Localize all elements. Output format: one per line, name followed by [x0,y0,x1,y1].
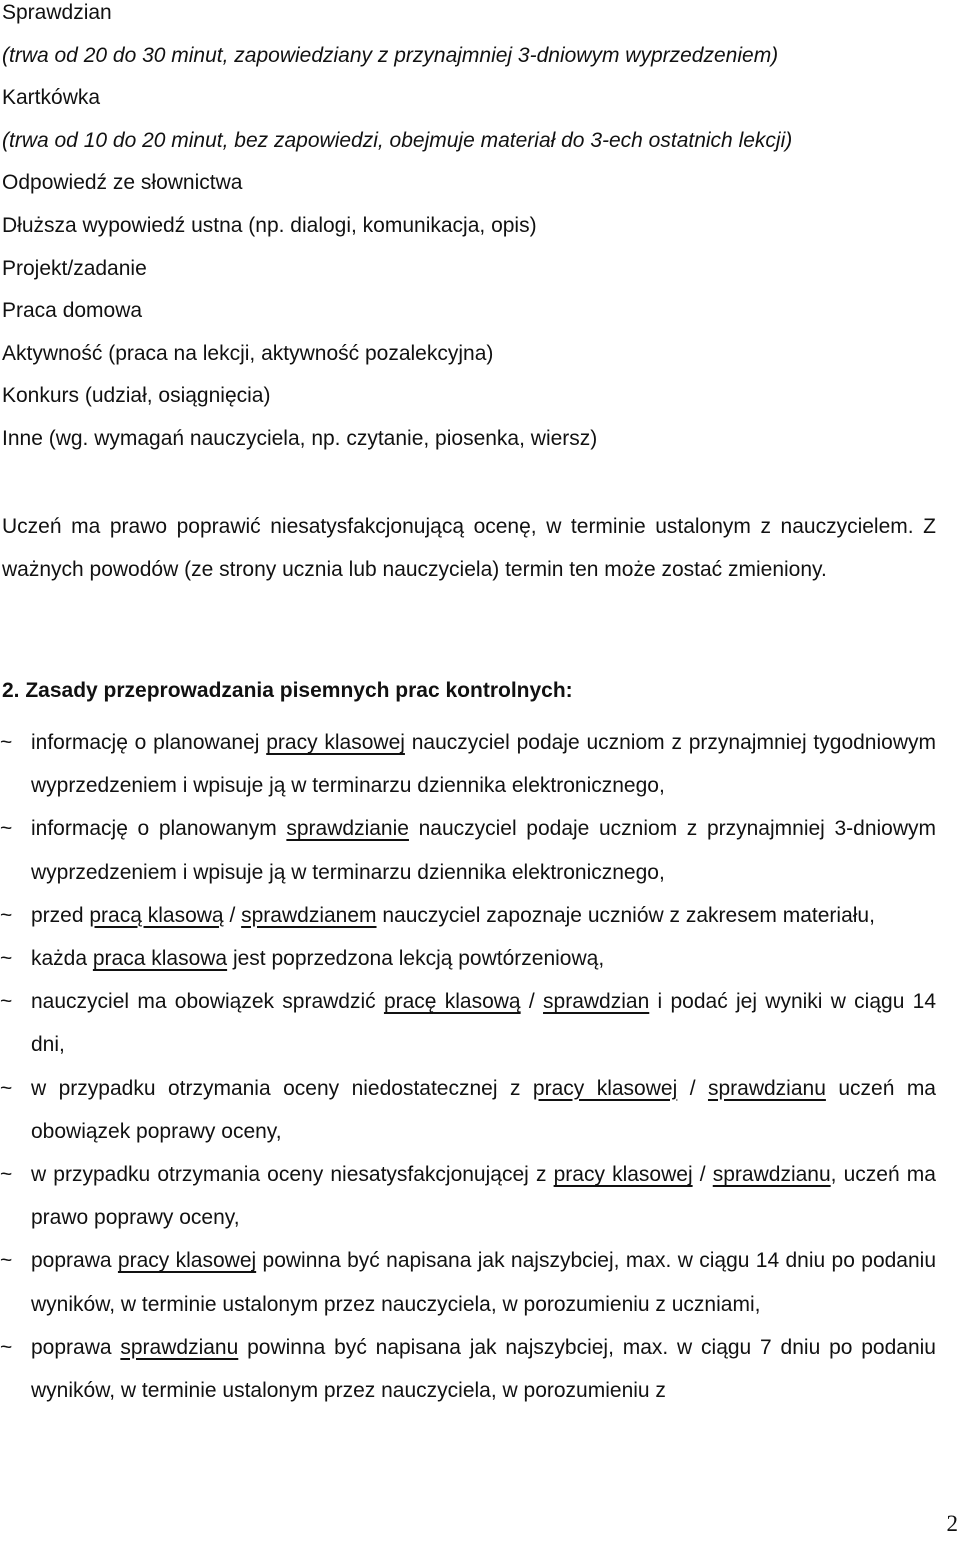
tilde-bullet-icon: ~ [0,1163,13,1187]
category-line: Odpowiedź ze słownictwa [2,171,243,195]
rule-term: sprawdzianu [120,1335,239,1359]
rule-text: w przypadku otrzymania oceny niedostatecznej z [31,1076,533,1100]
rule-text: jest poprzedzona lekcją powtórzeniową, [227,947,605,971]
rule-text: i podać jej wyniki w ciągu 14 dni, [31,990,937,1057]
rule-text: nauczyciel podaje uczniom z przynajmniej tygodniowym wyprzedzeniem i wpisuje ją w terminarzu dziennika elektronicznego, [31,731,936,798]
rule-term: sprawdzianu [712,1163,831,1187]
rule-item [0,937,936,980]
tilde-bullet-icon: ~ [0,731,13,754]
rule-item [0,980,936,1066]
rule-text: nauczyciel ma obowiązek sprawdzić [31,990,384,1014]
rule-item [0,1326,936,1412]
rule-text: , uczeń ma prawo poprawy oceny, [31,1163,936,1230]
rule-item [0,807,936,893]
rule-text: / [520,990,544,1014]
rule-term: sprawdzianu [707,1076,826,1100]
rule-term: pracy klasowej [266,731,405,754]
rule-text: powinna być napisana jak najszybciej, max. w ciągu 7 dniu po podaniu wyników, w terminie ustalonym przez nauczyciela, w porozumieniu z [31,1335,936,1403]
rule-text: każda [31,947,93,971]
category-line: Konkurs (udział, osiągnięcia) [2,384,271,408]
rule-text: poprawa [31,1249,118,1273]
grade-categories-list [2,0,942,469]
category-line: Praca domowa [2,299,143,323]
rule-item [0,1239,936,1325]
category-line: Dłuższa wypowiedź ustna (np. dialogi, komunikacja, opis) [2,213,537,237]
category-line: Sprawdzian [2,1,112,24]
rule-item [0,1067,936,1153]
category-line: Aktywność (praca na lekcji, aktywność pozalekcyjna) [2,341,494,365]
category-line: Kartkówka [2,86,101,110]
rule-term: pracy klasowej [532,1076,678,1100]
tilde-bullet-icon: ~ [0,1249,13,1273]
rule-text: informację o planowanej [31,731,267,754]
tilde-bullet-icon: ~ [0,1076,13,1100]
category-line: Projekt/zadanie [2,256,147,280]
rule-text: w przypadku otrzymania oceny niesatysfakcjonującej z [31,1163,554,1187]
tilde-bullet-icon: ~ [0,990,13,1014]
rule-text: przed [31,903,90,927]
rule-term: pracę klasową [383,990,521,1014]
category-note: (trwa od 20 do 30 minut, zapowiedziany z przynajmniej 3-dniowym wyprzedzeniem) [2,43,779,67]
rule-text: / [692,1163,713,1187]
rule-text: powinna być napisana jak najszybciej, max. w ciągu 14 dniu po podaniu wyników, w terminie ustalonym przez nauczyciela, w porozumieniu z uczniami, [31,1249,937,1316]
section-heading: 2. Zasady przeprowadzania pisemnych prac kontrolnych: [2,679,573,702]
tilde-bullet-icon: ~ [0,947,13,971]
rule-text: / [677,1076,708,1100]
rule-term: pracą klasową [89,903,224,927]
page-number: 2 [946,1511,958,1536]
category-line: Inne (wg. wymagań nauczyciela, np. czytanie, piosenka, wiersz) [2,426,598,450]
rule-term: sprawdzian [543,990,650,1014]
tilde-bullet-icon: ~ [0,903,13,927]
rule-term: sprawdzianem [241,903,377,927]
rule-text: / [223,903,242,927]
rule-term: praca klasowa [92,947,228,971]
rule-text: poprawa [31,1335,121,1359]
correction-paragraph: Uczeń ma prawo poprawić niesatysfakcjonującą ocenę, w terminie ustalonym z nauczycielem. Z ważnych powodów (ze strony ucznia lub nauczyciela) termin ten może zostać zmieniony. [2,515,936,581]
rule-term: sprawdzianie [286,817,409,841]
rule-text: nauczyciel zapoznaje uczniów z zakresem materiału, [376,903,875,927]
tilde-bullet-icon: ~ [0,1335,13,1359]
rules-list [0,721,936,1412]
rule-text: uczeń ma obowiązek poprawy oceny, [31,1076,936,1143]
rule-item [0,894,936,937]
rule-term: pracy klasowej [117,1249,257,1273]
rule-item [0,721,936,807]
rule-text: nauczyciel podaje uczniom z przynajmniej 3-dniowym wyprzedzeniem i wpisuje ją w terminarzu dziennika elektronicznego, [31,817,937,884]
rule-item [0,1153,936,1239]
rule-text: informację o planowanym [31,817,287,841]
tilde-bullet-icon: ~ [0,817,13,841]
category-note: (trwa od 10 do 20 minut, bez zapowiedzi, obejmuje materiał do 3-ech ostatnich lekcji) [2,128,793,152]
rule-term: pracy klasowej [553,1163,693,1187]
